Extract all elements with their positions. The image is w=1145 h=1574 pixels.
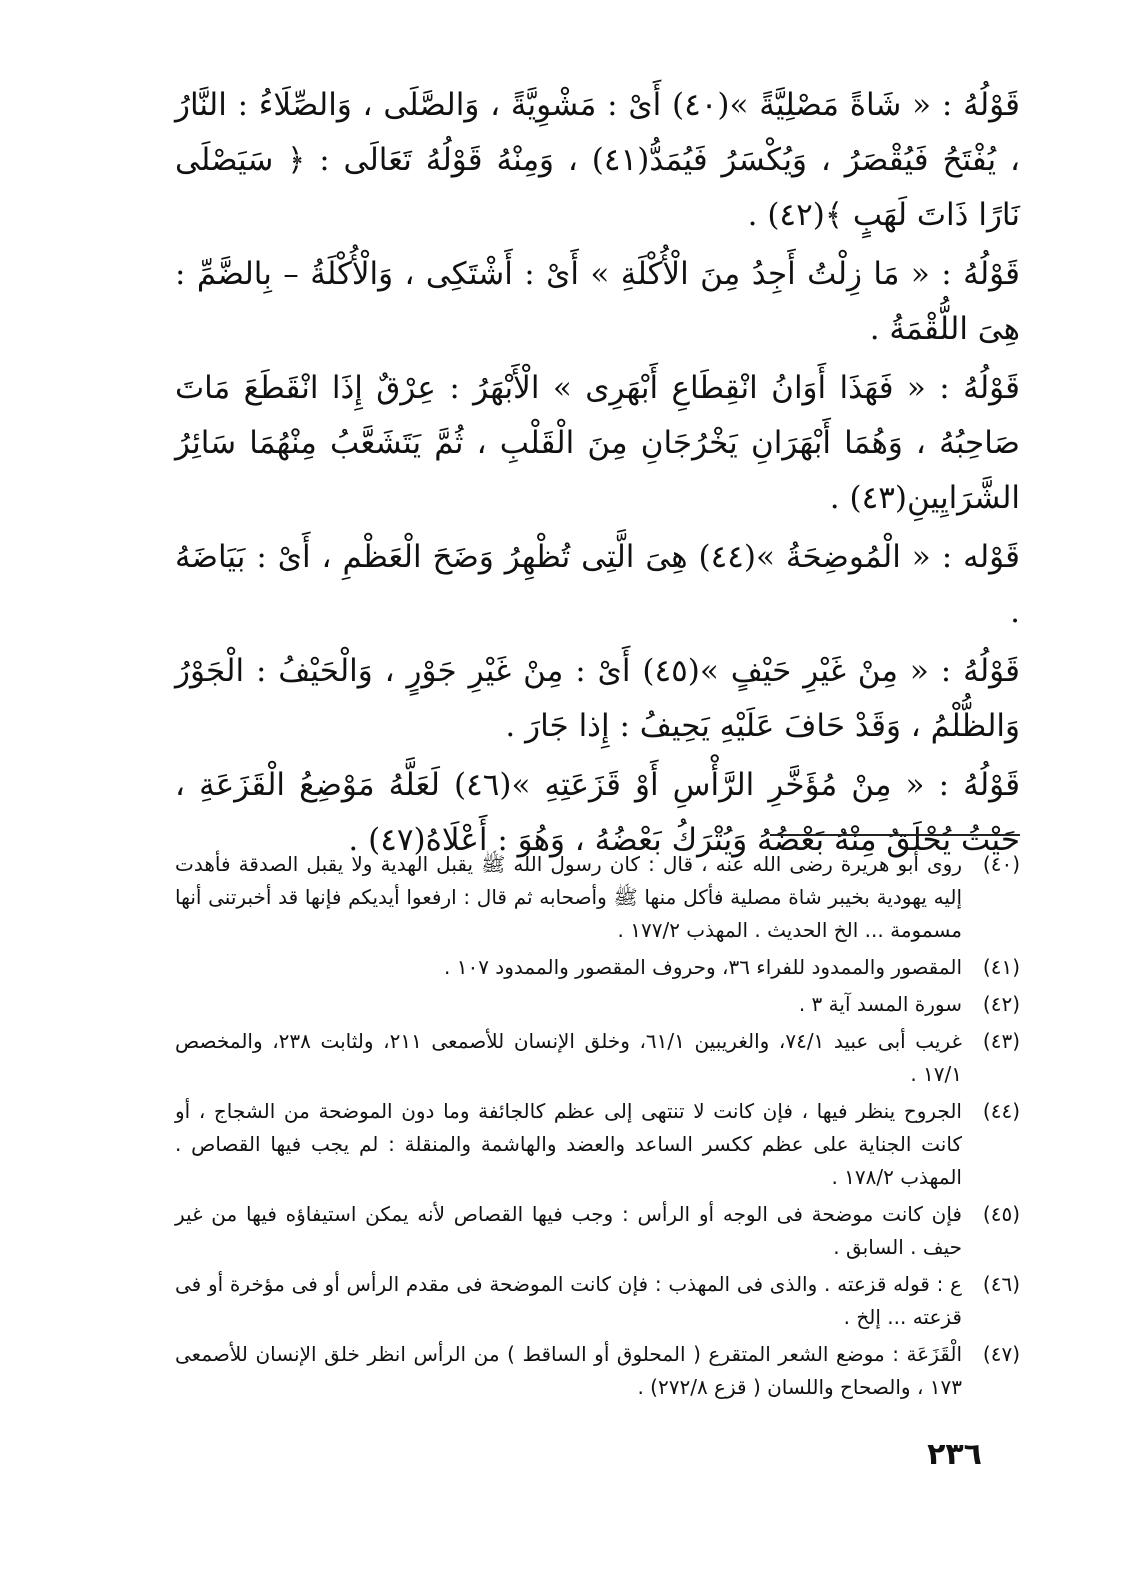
footnote-43 — [175, 1025, 1020, 1091]
footnote-divider — [770, 834, 1020, 836]
main-text-body — [175, 78, 1020, 868]
footnote-47 — [175, 1338, 1020, 1404]
footnote-text: ع : قوله قزعته . والذى فى المهذب : فإن كانت الموضحة فى مقدم الرأس أو فى مؤخرة أو فى قزعته ... إلخ . — [175, 1272, 962, 1329]
main-paragraph-5: قَوْلُهُ : « مِنْ غَيْرِ حَيْفٍ »(٤٥) أَىْ : مِنْ غَيْرِ جَوْرٍ ، وَالْحَيْفُ : الْجَوْرُ وَالظُّلْمُ ، وَقَدْ حَافَ عَلَيْهِ يَحِيفُ : إِذا جَارَ . — [175, 653, 1020, 744]
footnote-42 — [175, 988, 1020, 1021]
main-paragraph-4: قَوْله : « الْمُوضِحَةُ »(٤٤) هِىَ الَّتِى تُظْهِرُ وَضَحَ الْعَظْمِ ، أَىْ : بَيَاضَهُ . — [175, 539, 1020, 630]
footnote-text: الْقَزَعَة : موضع الشعر المتقرع ( المحلوق أو الساقط ) من الرأس انظر خلق الإنسان للأصمعى ١٧٣ ، والصحاح واللسان ( قزع ٢٧٢/٨) . — [175, 1342, 962, 1399]
footnote-number: (٤٧) — [982, 1342, 1020, 1366]
footnote-41 — [175, 951, 1020, 984]
footnote-number: (٤٦) — [982, 1272, 1020, 1296]
footnotes-section — [175, 848, 1020, 1408]
page-number: ٢٣٦ — [927, 1437, 982, 1472]
footnote-44 — [175, 1095, 1020, 1194]
footnote-46 — [175, 1268, 1020, 1334]
footnote-text: غريب أبى عبيد ٧٤/١، والغريبين ٦١/١، وخلق الإنسان للأصمعى ٢١١، ولثابت ٢٣٨، والمخصص ١٧/١ . — [175, 1029, 962, 1086]
footnote-text: سورة المسد آية ٣ . — [798, 992, 962, 1016]
footnote-40 — [175, 848, 1020, 947]
footnote-number: (٤٢) — [982, 992, 1020, 1016]
footnote-number: (٤٠) — [982, 852, 1020, 876]
footnote-number: (٤١) — [982, 955, 1020, 979]
footnote-number: (٤٥) — [982, 1202, 1020, 1226]
main-paragraph-3: قَوْلُهُ : « فَهَذَا أَوَانُ انْقِطَاعِ أَبْهَرِى » الْأَبْهَرُ : عِرْقٌ إِذَا انْقَطَعَ مَاتَ صَاحِبُهُ ، وَهُمَا أَبْهَرَانِ يَخْرُجَانِ مِنَ الْقَلْبِ ، ثُمَّ يَتَشَعَّبُ مِنْهُمَا سَائِرُ الشَّرَايِينِ(٤٣) . — [175, 370, 1020, 516]
document-page — [100, 78, 1020, 1518]
footnote-text: الجروح ينظر فيها ، فإن كانت لا تنتهى إلى عظم كالجائفة وما دون الموضحة من الشجاج ، أو كانت الجناية على عظم ككسر الساعد والعضد والهاشمة والمنقلة : لم يجب فيها القصاص . المهذب ١٧٨/٢ . — [175, 1099, 962, 1189]
main-paragraph-2: قَوْلُهُ : « مَا زِلْتُ أَجِدُ مِنَ الْأُكْلَةِ » أَىْ : أَشْتَكِى ، وَالْأُكْلَةُ – بِالضَّمِّ : هِىَ اللُّقْمَةُ . — [175, 256, 1020, 347]
main-paragraph-1: قَوْلُهُ : « شَاةً مَصْلِيَّةً »(٤٠) أَىْ : مَشْوِيَّةً ، وَالصَّلَى ، وَالصِّلَاءُ : النَّارُ ، يُفْتَحُ فَيُقْصَرُ ، وَيُكْسَرُ فَيُمَدُّ(٤١) ، وَمِنْهُ قَوْلُهُ تَعَالَى : ﴿ سَيَصْلَى نَارًا ذَاتَ لَهَبٍ ﴾(٤٢) . — [175, 87, 1021, 233]
footnote-text: روى أبو هريرة رضى الله عنه ، قال : كان رسول الله ﷺ يقبل الهدية ولا يقبل الصدقة فأهدت إليه يهودية بخيبر شاة مصلية فأكل منها ﷺ وأصحابه ثم قال : ارفعوا أيديكم فإنها قد أخبرتنى أنها مسمومة ... الخ الحديث . المهذب ١٧٧/٢ . — [175, 852, 962, 942]
footnote-text: المقصور والممدود للفراء ٣٦، وحروف المقصور والممدود ١٠٧ . — [444, 955, 962, 979]
footnote-number: (٤٣) — [982, 1029, 1020, 1053]
footnote-number: (٤٤) — [982, 1099, 1020, 1123]
footnote-45 — [175, 1198, 1020, 1264]
main-paragraph-6: قَوْلُهُ : « مِنْ مُؤَخَّرِ الرَّأْسِ أَوْ قَزَعَتِهِ »(٤٦) لَعَلَّهُ مَوْضِعُ الْقَزَعَةِ ، حَيْثُ يُحْلَقُ مِنْهُ بَعْضُهُ وَيُتْرَكُ بَعْضُهُ ، وَهُوَ : أَعْلَاهُ(٤٧) . — [175, 767, 1021, 858]
footnote-text: فإن كانت موضحة فى الوجه أو الرأس : وجب فيها القصاص لأنه يمكن استيفاؤه فيها من غير حيف . السابق . — [175, 1202, 962, 1259]
